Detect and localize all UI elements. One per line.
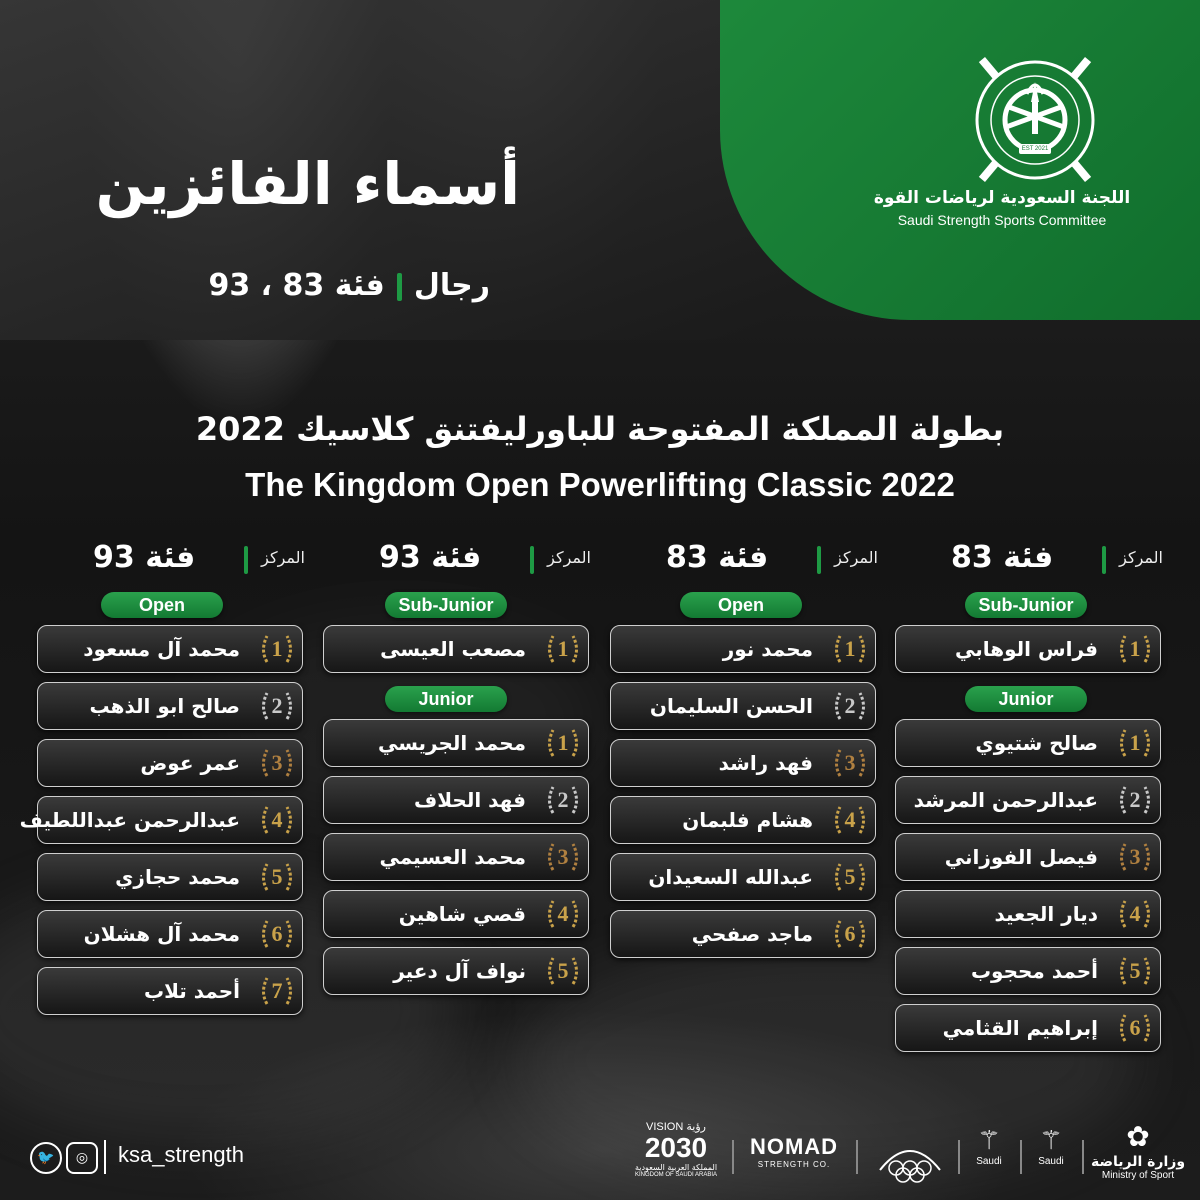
winner-row [895,947,1161,995]
twitter-icon[interactable]: 🐦 [30,1142,62,1174]
saudi-olympic-logo [1026,1126,1076,1167]
winner-name: عبدالله السعيدان [648,865,813,889]
palm-swords-icon: ⚚ [977,1126,1001,1156]
division-badge: Junior [965,686,1087,712]
winner-name: فيصل الفوزاني [944,845,1098,869]
winner-name: محمد نور [722,637,813,661]
footer [0,1120,1200,1200]
nomad-label: NOMAD [749,1134,839,1159]
column-header [895,540,1163,580]
results-column [610,540,878,946]
rank-number: 3 [557,844,569,869]
flower-icon: ✿ [1126,1120,1150,1153]
results-column [323,540,591,983]
rank-number: 4 [271,807,283,832]
olympic-committee-icon [870,1130,950,1190]
laurel-medal-icon [1116,838,1154,876]
rank-number: 2 [271,693,283,718]
committee-name-ar: اللجنة السعودية لرياضات القوة [873,188,1131,208]
saudi-paralympic-logo [964,1126,1014,1167]
rank-label: المركز [547,548,591,567]
rank-number: 2 [1129,787,1141,812]
rank-number: 5 [557,958,569,983]
laurel-medal-icon [831,801,869,839]
winner-name: أحمد محجوب [970,959,1098,983]
social-handle[interactable]: ksa_strength [118,1142,244,1167]
nomad-sub: STRENGTH CO. [757,1160,831,1169]
rank-number: 5 [271,864,283,889]
winner-name: نواف آل دعير [393,959,526,983]
divider-bar [817,546,821,574]
winner-name: عبدالرحمن عبداللطيف [19,808,240,832]
winner-name: فهد راشد [718,751,813,775]
winner-row [37,625,303,673]
divider [1082,1140,1084,1174]
laurel-medal-icon [1116,724,1154,762]
winner-row [323,833,589,881]
divider-bar [1102,546,1106,574]
laurel-medal-icon [544,838,582,876]
division-badge: Open [101,592,223,618]
winner-name: محمد آل هشلان [83,922,240,946]
laurel-medal-icon [544,724,582,762]
winner-row [323,947,589,995]
rank-number: 1 [844,636,856,661]
winner-row [610,625,876,673]
laurel-medal-icon [831,858,869,896]
laurel-medal-icon [1116,895,1154,933]
laurel-medal-icon [1116,952,1154,990]
committee-name-en: Saudi Strength Sports Committee [897,212,1107,228]
rank-number: 6 [1129,1015,1141,1040]
winner-name: محمد حجازي [115,865,240,889]
ministry-ar: وزارة الرياضة [1090,1154,1186,1170]
laurel-medal-icon [544,952,582,990]
winner-name: ديار الجعيد [994,902,1098,926]
rank-number: 7 [271,978,283,1003]
winner-row [610,796,876,844]
vision-year: 2030 [644,1132,708,1163]
rank-label: المركز [1119,548,1163,567]
rank-number: 2 [557,787,569,812]
ministry-en: Ministry of Sport [1101,1170,1175,1181]
division-badge: Open [680,592,802,618]
rank-label: المركز [261,548,305,567]
divider-bar [397,273,402,301]
divider-bar [244,546,248,574]
winner-row [19,796,303,844]
column-header [323,540,591,580]
winner-row [895,890,1161,938]
rank-number: 3 [271,750,283,775]
laurel-medal-icon [831,915,869,953]
rank-number: 4 [1129,901,1141,926]
rank-label: المركز [834,548,878,567]
category-label: فئة 83 [666,540,769,575]
winner-row [37,967,303,1015]
winner-name: محمد العسيمي [379,845,526,869]
winner-row [323,719,589,767]
rank-number: 3 [1129,844,1141,869]
winner-name: مصعب العيسى [380,637,526,661]
laurel-medal-icon [831,744,869,782]
winner-name: صالح ابو الذهب [89,694,240,718]
division-badge: Sub-Junior [965,592,1087,618]
rank-number: 1 [271,636,283,661]
vision-2030-logo [628,1120,724,1192]
winner-row [610,910,876,958]
winner-row [37,910,303,958]
nomad-logo [744,1134,844,1169]
winner-name: أحمد تلاب [144,979,240,1003]
winner-row [610,682,876,730]
rank-number: 6 [271,921,283,946]
winner-row [323,625,589,673]
vision-sub-ar: المملكة العربية السعودية [634,1163,718,1172]
laurel-medal-icon [831,630,869,668]
winner-row [895,833,1161,881]
laurel-medal-icon [258,858,296,896]
winner-name: إبراهيم القثامي [942,1016,1098,1040]
division-badge: Junior [385,686,507,712]
winner-name: محمد آل مسعود [83,637,240,661]
winners-heading: أسماء الفائزين [95,150,520,218]
laurel-medal-icon [544,630,582,668]
divider [1020,1140,1022,1174]
palm-swords-icon: ⚚ [1039,1126,1063,1156]
championship-title-ar: بطولة المملكة المفتوحة للباورليفتنق كلاسيك 2022 [195,410,1005,448]
winner-row [895,625,1161,673]
rank-number: 4 [557,901,569,926]
rank-number: 3 [844,750,856,775]
rank-number: 1 [1129,730,1141,755]
results-column [895,540,1163,1040]
divider-bar [530,546,534,574]
winner-name: هشام فلبمان [682,808,813,832]
laurel-medal-icon [544,895,582,933]
winner-row [895,1004,1161,1052]
rank-number: 4 [844,807,856,832]
vision-label: VISION [646,1121,684,1133]
category-subline [170,268,490,312]
column-header [610,540,878,580]
championship-title-en: The Kingdom Open Powerlifting Classic 2022 [245,466,955,503]
winner-row [37,682,303,730]
results-column [19,540,305,1003]
winner-name: فهد الحلاف [413,788,526,812]
winner-name: عمر عوض [140,751,240,775]
winner-name: قصي شاهين [398,902,526,926]
laurel-medal-icon [1116,781,1154,819]
winner-row [37,853,303,901]
rank-number: 2 [844,693,856,718]
divider [958,1140,960,1174]
winner-row [895,776,1161,824]
winner-row [323,776,589,824]
laurel-medal-icon [831,687,869,725]
winner-row [895,719,1161,767]
rank-number: 1 [557,730,569,755]
categories-label: فئة 83 ، 93 [208,268,385,303]
rank-number: 1 [1129,636,1141,661]
winner-row [37,739,303,787]
winner-name: عبدالرحمن المرشد [913,788,1098,812]
rank-number: 1 [557,636,569,661]
winner-name: ماجد صفحي [691,922,813,946]
laurel-medal-icon [258,744,296,782]
ministry-of-sport-logo [1090,1120,1186,1181]
laurel-medal-icon [258,687,296,725]
laurel-medal-icon [544,781,582,819]
laurel-medal-icon [258,630,296,668]
rank-number: 5 [844,864,856,889]
winner-row [610,739,876,787]
saudi-label-2: Saudi [1038,1156,1064,1167]
rank-number: 6 [844,921,856,946]
laurel-medal-icon [1116,630,1154,668]
vision-label-ar: رؤية [686,1121,706,1133]
instagram-icon[interactable]: ◎ [66,1142,98,1174]
divider [732,1140,734,1174]
winner-row [323,890,589,938]
category-label: فئة 93 [93,540,196,575]
column-header [37,540,305,580]
divider [856,1140,858,1174]
rank-number: 5 [1129,958,1141,983]
divider [104,1140,106,1174]
winner-row [610,853,876,901]
gender-label: رجال [413,268,490,303]
vision-sub-en: KINGDOM OF SAUDI ARABIA [634,1172,717,1178]
laurel-medal-icon [258,915,296,953]
logo-est: EST 2021 [1021,146,1049,152]
category-label: فئة 93 [379,540,482,575]
winner-name: صالح شتيوي [975,731,1098,755]
division-badge: Sub-Junior [385,592,507,618]
laurel-medal-icon [258,972,296,1010]
winner-name: محمد الجريسي [377,731,526,755]
laurel-medal-icon [258,801,296,839]
laurel-medal-icon [1116,1009,1154,1047]
saudi-label-1: Saudi [976,1156,1002,1167]
category-label: فئة 83 [951,540,1054,575]
winner-name: فراس الوهابي [955,637,1098,661]
winner-name: الحسن السليمان [649,694,813,718]
